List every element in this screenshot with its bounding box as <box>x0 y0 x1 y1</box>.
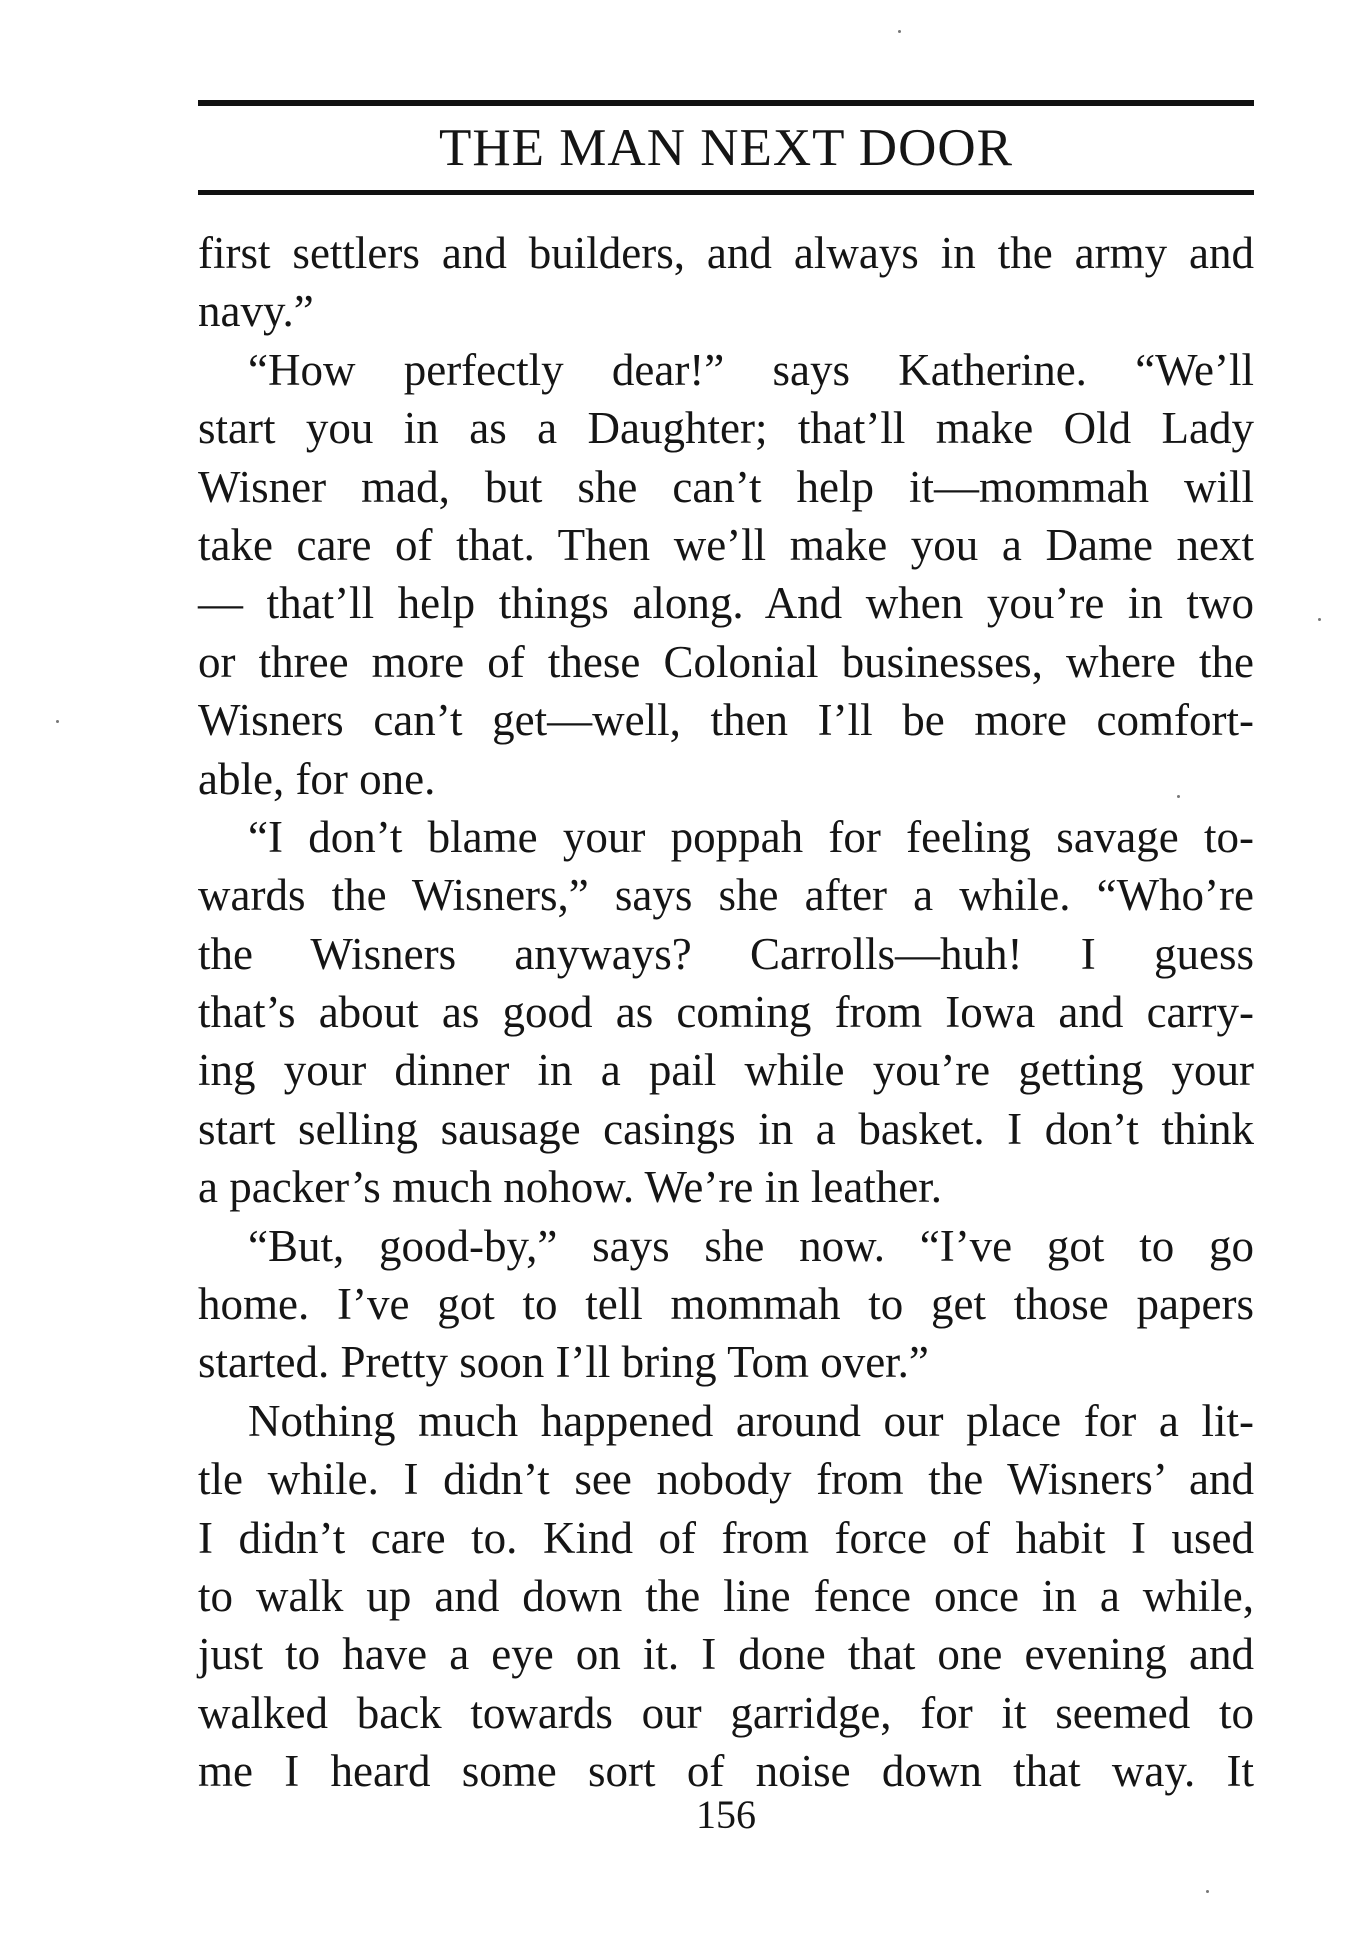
page-number: 156 <box>696 1792 756 1837</box>
text-line: I didn’t care to. Kind of from force of habit I used <box>198 1512 1254 1563</box>
header-bottom-rule <box>198 190 1254 195</box>
text-line: able, for one. <box>198 753 436 804</box>
text-line: “How perfectly dear!” says Katherine. “We’ll <box>248 344 1254 395</box>
paper-speck <box>1206 1890 1209 1893</box>
paper-speck <box>898 30 901 33</box>
text-line: that’s about as good as coming from Iowa and carry- <box>198 987 1254 1038</box>
paper-speck <box>1318 618 1321 621</box>
text-line: walked back towards our garridge, for it seemed to <box>198 1687 1254 1738</box>
text-line: to walk up and down the line fence once in a while, <box>198 1570 1254 1621</box>
header-top-rule <box>198 100 1254 106</box>
paper-speck <box>1177 795 1180 798</box>
text-line: started. Pretty soon I’ll bring Tom over.” <box>198 1337 929 1388</box>
text-line: just to have a eye on it. I done that one evening and <box>198 1629 1254 1680</box>
text-line: a packer’s much nohow. We’re in leather. <box>198 1162 943 1213</box>
text-line: home. I’ve got to tell mommah to get those papers <box>198 1279 1254 1330</box>
text-line: “But, good-by,” says she now. “I’ve got to go <box>248 1220 1254 1271</box>
text-line: wards the Wisners,” says she after a while. “Who’re <box>198 870 1254 921</box>
text-line: tle while. I didn’t see nobody from the Wisners’ and <box>198 1454 1254 1505</box>
running-head: THE MAN NEXT DOOR <box>439 119 1013 177</box>
text-line: “I don’t blame your poppah for feeling savage to- <box>248 811 1254 862</box>
text-line: first settlers and builders, and always in the army and <box>198 228 1254 278</box>
text-line: — that’ll help things along. And when you’re in two <box>198 578 1254 629</box>
text-line: ing your dinner in a pail while you’re getting your <box>198 1045 1254 1096</box>
text-line: start selling sausage casings in a basket. I don’t think <box>198 1103 1254 1154</box>
text-line: Wisner mad, but she can’t help it—mommah will <box>198 461 1254 512</box>
text-line: start you in as a Daughter; that’ll make Old Lady <box>198 403 1254 454</box>
text-line: Wisners can’t get—well, then I’ll be more comfort- <box>198 695 1254 746</box>
text-line: navy.” <box>198 286 314 337</box>
text-line: take care of that. Then we’ll make you a Dame next <box>198 519 1254 570</box>
text-line: me I heard some sort of noise down that way. It <box>198 1746 1254 1797</box>
text-line: Nothing much happened around our place for a lit- <box>248 1395 1254 1446</box>
paper-speck <box>56 720 59 723</box>
body-text <box>198 224 1254 1801</box>
text-line: the Wisners anyways? Carrolls—huh! I guess <box>198 928 1254 979</box>
text-line: or three more of these Colonial businesses, where the <box>198 636 1254 687</box>
